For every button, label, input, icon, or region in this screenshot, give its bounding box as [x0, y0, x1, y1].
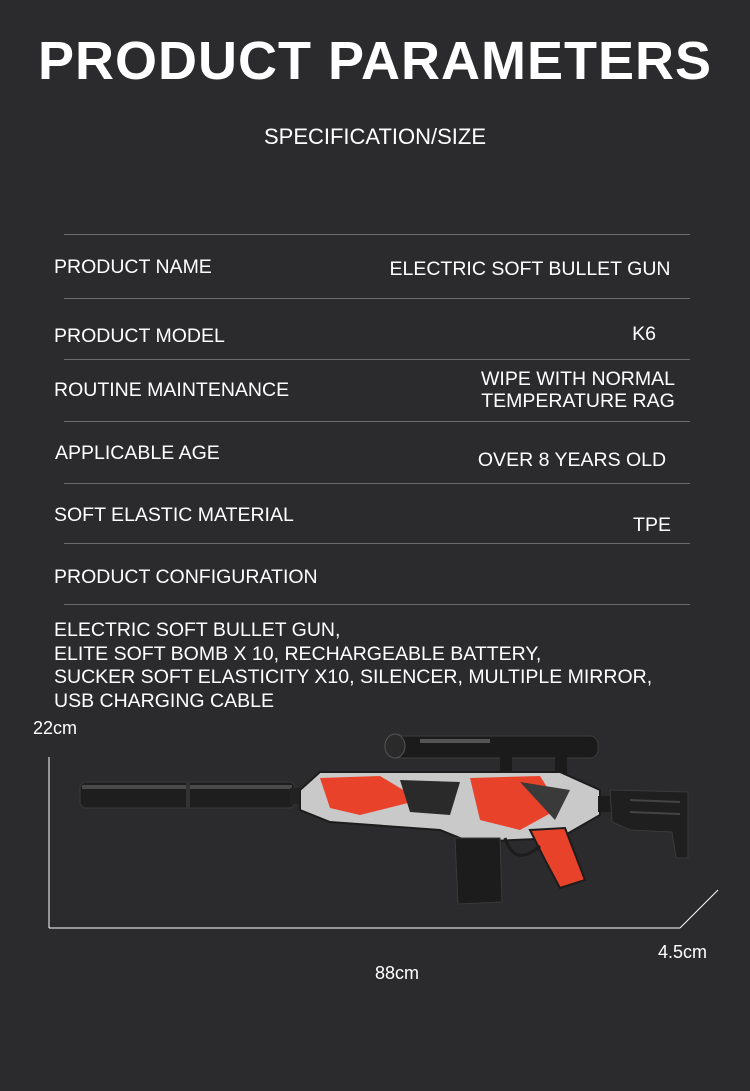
- spec-label-soft-elastic-material: SOFT ELASTIC MATERIAL: [54, 504, 294, 526]
- width-dimension-line: [680, 890, 718, 928]
- spec-value-applicable-age: OVER 8 YEARS OLD: [477, 449, 667, 471]
- gun-image: [80, 734, 688, 904]
- scope-body: [388, 736, 598, 758]
- divider: [64, 483, 690, 484]
- configuration-line: SUCKER SOFT ELASTICITY X10, SILENCER, MULTIPLE MIRROR,: [54, 666, 653, 688]
- dimension-height-label: 22cm: [33, 718, 78, 738]
- divider: [64, 543, 690, 544]
- dimension-width-label: 4.5cm: [658, 942, 708, 962]
- divider: [64, 604, 690, 605]
- divider: [64, 359, 690, 360]
- configuration-line: USB CHARGING CABLE: [54, 689, 274, 712]
- page-title: PRODUCT PARAMETERS: [37, 31, 712, 91]
- configuration-line: ELITE SOFT BOMB X 10, RECHARGEABLE BATTERY,: [54, 642, 542, 665]
- spec-label-product-configuration: PRODUCT CONFIGURATION: [54, 566, 318, 588]
- grip: [530, 828, 585, 888]
- spec-value-line: WIPE WITH NORMAL: [481, 368, 675, 390]
- configuration-list: [54, 619, 734, 713]
- spec-value-routine-maintenance: [468, 368, 688, 412]
- spec-value-soft-elastic-material: TPE: [633, 514, 671, 536]
- scope-lens: [385, 734, 405, 758]
- dimension-length-label: 88cm: [375, 963, 420, 983]
- spec-value-line: TEMPERATURE RAG: [481, 390, 675, 412]
- spec-value-product-model: K6: [632, 323, 656, 345]
- spec-label-applicable-age: APPLICABLE AGE: [55, 442, 220, 464]
- scope-highlight: [420, 739, 490, 743]
- spec-value-product-name: ELECTRIC SOFT BULLET GUN: [389, 258, 671, 280]
- spec-label-product-name: PRODUCT NAME: [54, 256, 212, 278]
- spec-label-product-model: PRODUCT MODEL: [54, 325, 225, 347]
- stock-joint: [598, 796, 612, 812]
- divider: [64, 298, 690, 299]
- configuration-line: ELECTRIC SOFT BULLET GUN,: [54, 619, 341, 641]
- page-subtitle: SPECIFICATION/SIZE: [263, 124, 487, 149]
- magazine: [455, 838, 502, 904]
- divider: [64, 421, 690, 422]
- silencer-ring: [186, 782, 190, 808]
- spec-label-routine-maintenance: ROUTINE MAINTENANCE: [54, 379, 290, 401]
- divider: [64, 234, 690, 235]
- product-illustration: [0, 720, 750, 960]
